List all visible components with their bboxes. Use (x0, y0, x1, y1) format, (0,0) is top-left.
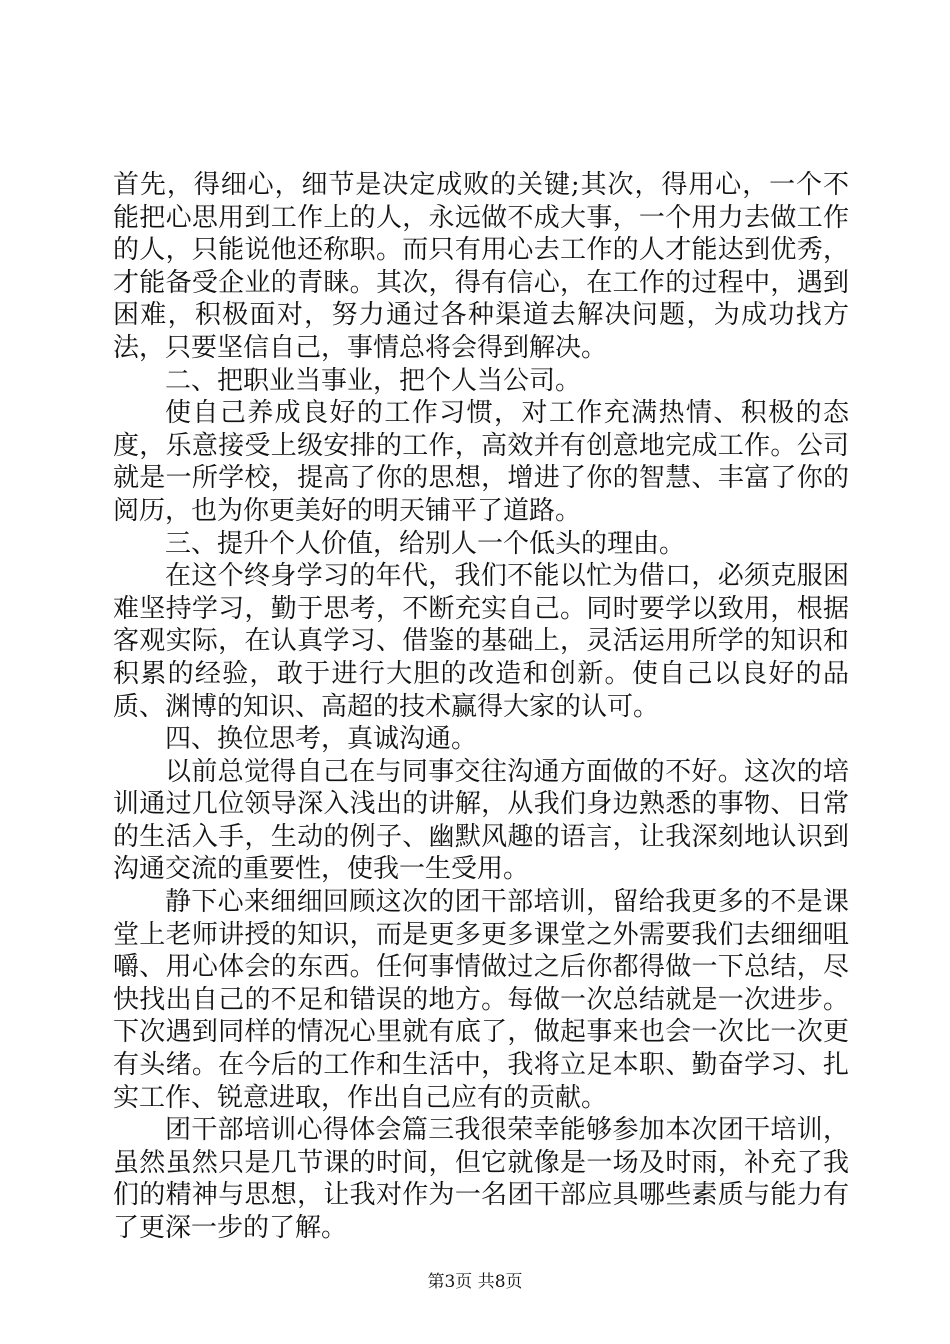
heading-4: 四、换位思考，真诚沟通。 (165, 724, 478, 755)
paragraph-9: 团干部培训心得体会篇三我很荣幸能够参加本次团干培训，虽然虽然只是几节课的时间，但它就像是一场及时雨，补充了我们的精神与思想，让我对作为一名团干部应具哪些素质与能力有了更深一步的了解。 (113, 1115, 849, 1243)
paragraph-7: 以前总觉得自己在与同事交往沟通方面做的不好。这次的培训通过几位领导深入浅出的讲解，从我们身边熟悉的事物、日常的生活入手，生动的例子、幽默风趣的语言，让我深刻地认识到沟通交流的重要性，使我一生受用。 (113, 756, 849, 885)
page-number-footer: 第3页 共8页 (427, 1272, 523, 1292)
heading-2: 二、把职业当事业，把个人当公司。 (165, 365, 582, 396)
paragraph-5: 在这个终身学习的年代，我们不能以忙为借口，必须克服困难坚持学习，勤于思考，不断充实自己。同时要学以致用，根据客观实际，在认真学习、借鉴的基础上，灵活运用所学的知识和积累的经验，敢于进行大胆的改造和创新。使自己以良好的品质、渊博的知识、高超的技术赢得大家的认可。 (113, 561, 849, 722)
paragraph-8: 静下心来细细回顾这次的团干部培训，留给我更多的不是课堂上老师讲授的知识，而是更多更多课堂之外需要我们去细细咀嚼、用心体会的东西。任何事情做过之后你都得做一下总结，尽快找出自己的不足和错误的地方。每做一次总结就是一次进步。下次遇到同样的情况心里就有底了，做起事来也会一次比一次更有头绪。在今后的工作和生活中，我将立足本职、勤奋学习、扎实工作、锐意进取，作出自己应有的贡献。 (113, 887, 849, 1113)
paragraph-3: 使自己养成良好的工作习惯，对工作充满热情、积极的态度，乐意接受上级安排的工作，高效并有创意地完成工作。公司就是一所学校，提高了你的思想，增进了你的智慧、丰富了你的阅历，也为你更美好的明天铺平了道路。 (113, 398, 849, 526)
paragraph-1: 首先，得细心，细节是决定成败的关键;其次，得用心，一个不能把心思用到工作上的人，永远做不成大事，一个用力去做工作的人，只能说他还称职。而只有用心去工作的人才能达到优秀，才能备受企业的青睐。其次，得有信心，在工作的过程中，遇到困难，积极面对，努力通过各种渠道去解决问题，为成功找方法，只要坚信自己，事情总将会得到解决。 (113, 170, 849, 363)
document-body (113, 169, 849, 1245)
heading-3: 三、提升个人价值，给别人一个低头的理由。 (165, 528, 686, 559)
